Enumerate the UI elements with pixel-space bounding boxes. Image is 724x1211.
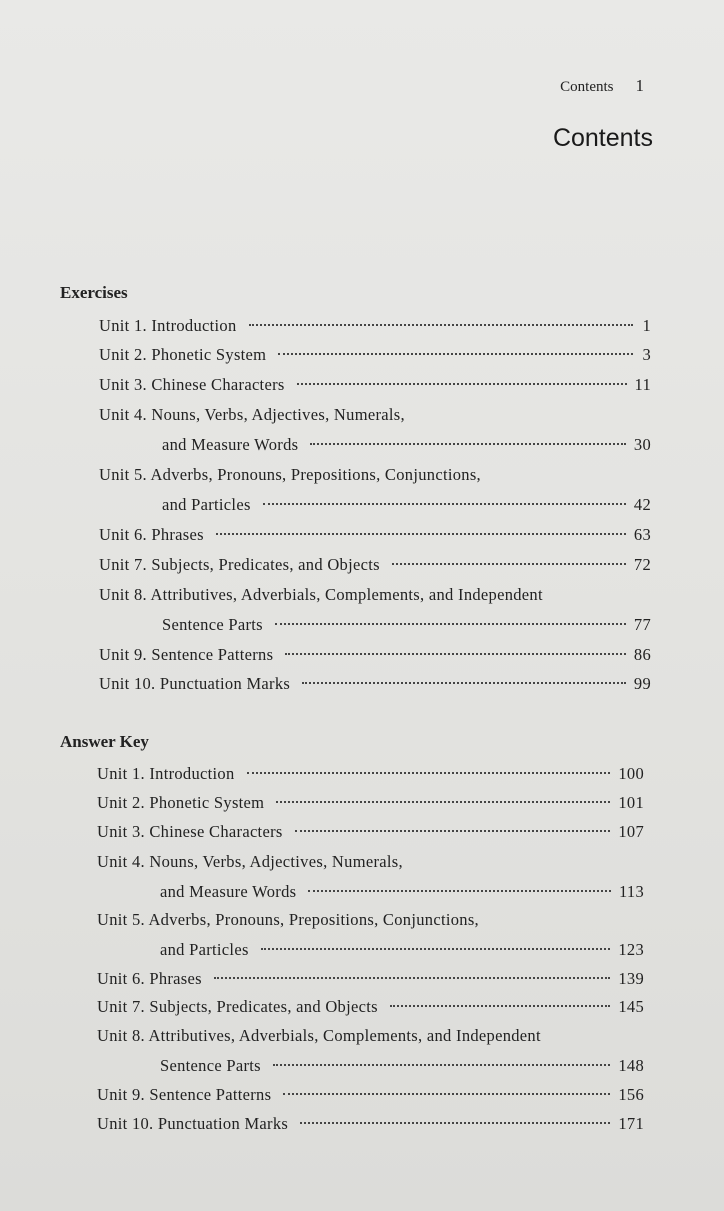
toc-entry-label: Sentence Parts bbox=[162, 615, 263, 634]
toc-entry bbox=[97, 852, 644, 902]
page-title: Contents bbox=[552, 124, 653, 152]
section-heading-exercises: Exercises bbox=[60, 283, 128, 302]
toc-entry bbox=[99, 316, 651, 336]
running-title: Contents bbox=[560, 79, 614, 95]
toc-entry-label: Unit 4. Nouns, Verbs, Adjectives, Numerals, bbox=[97, 852, 403, 871]
page-number: 1 bbox=[635, 76, 644, 95]
toc-entry bbox=[97, 969, 644, 989]
dot-leader bbox=[214, 976, 610, 979]
dot-leader bbox=[278, 352, 633, 355]
dot-leader bbox=[285, 652, 626, 655]
dot-leader bbox=[275, 622, 626, 625]
toc-entry-label: Unit 2. Phonetic System bbox=[99, 345, 267, 364]
toc-page-number: 63 bbox=[633, 525, 651, 544]
toc-entry bbox=[99, 525, 651, 545]
toc-entry bbox=[97, 764, 644, 784]
toc-page-number: 100 bbox=[618, 764, 644, 783]
dot-leader bbox=[300, 1121, 610, 1124]
section-heading-answer-key: Answer Key bbox=[60, 732, 149, 751]
toc-entry bbox=[97, 910, 644, 960]
toc-page-number: 113 bbox=[618, 882, 644, 901]
toc-entry-label: Unit 3. Chinese Characters bbox=[97, 822, 283, 841]
toc-entry bbox=[97, 997, 644, 1017]
dot-leader bbox=[283, 1092, 610, 1095]
dot-leader bbox=[273, 1063, 610, 1066]
dot-leader bbox=[302, 681, 626, 684]
toc-entry bbox=[99, 674, 651, 694]
toc-entry-label: Unit 9. Sentence Patterns bbox=[99, 645, 274, 664]
dot-leader bbox=[247, 771, 611, 774]
toc-page-number: 107 bbox=[618, 822, 644, 841]
toc-entry-label: Unit 1. Introduction bbox=[97, 764, 235, 783]
toc-entry bbox=[99, 375, 651, 395]
toc-entry bbox=[97, 793, 644, 813]
toc-entry-label: and Measure Words bbox=[160, 882, 297, 901]
toc-entry bbox=[99, 645, 651, 665]
toc-page-number: 77 bbox=[633, 615, 651, 634]
toc-page-number: 156 bbox=[618, 1085, 644, 1104]
toc-entry bbox=[97, 1114, 644, 1134]
toc-page-number: 145 bbox=[618, 997, 644, 1016]
dot-leader bbox=[295, 829, 611, 832]
toc-page-number: 42 bbox=[633, 495, 651, 514]
toc-page-number: 101 bbox=[618, 793, 644, 812]
toc-entry-label: Sentence Parts bbox=[160, 1056, 261, 1075]
toc-entry-label: Unit 3. Chinese Characters bbox=[99, 375, 285, 394]
toc-entry-label: Unit 8. Attributives, Adverbials, Complements, and Independent bbox=[99, 585, 543, 604]
dot-leader bbox=[390, 1004, 611, 1007]
toc-page-number: 1 bbox=[642, 316, 651, 335]
toc-entry bbox=[99, 555, 651, 575]
toc-entry bbox=[99, 345, 651, 365]
toc-entry-label: Unit 4. Nouns, Verbs, Adjectives, Numerals, bbox=[99, 405, 405, 424]
dot-leader bbox=[310, 442, 626, 445]
toc-page-number: 30 bbox=[633, 435, 651, 454]
running-head bbox=[560, 76, 644, 96]
toc-entry-label: Unit 6. Phrases bbox=[97, 969, 202, 988]
toc-page-number: 123 bbox=[618, 940, 644, 959]
toc-page-number: 171 bbox=[618, 1114, 644, 1133]
toc-entry-label: Unit 5. Adverbs, Pronouns, Prepositions, Conjunctions, bbox=[99, 465, 481, 484]
dot-leader bbox=[261, 947, 611, 950]
dot-leader bbox=[216, 532, 626, 535]
toc-entry-label: Unit 5. Adverbs, Pronouns, Prepositions, Conjunctions, bbox=[97, 910, 479, 929]
toc-entry bbox=[97, 822, 644, 842]
toc-entry bbox=[99, 405, 651, 455]
toc-entry-label: and Particles bbox=[162, 495, 251, 514]
toc-entry-label: Unit 2. Phonetic System bbox=[97, 793, 265, 812]
toc-entry-label: Unit 9. Sentence Patterns bbox=[97, 1085, 272, 1104]
toc-entry bbox=[99, 465, 651, 515]
toc-page-number: 148 bbox=[618, 1056, 644, 1075]
toc-entry-label: Unit 6. Phrases bbox=[99, 525, 204, 544]
toc-entry-label: Unit 8. Attributives, Adverbials, Complements, and Independent bbox=[97, 1026, 541, 1045]
toc-page-number: 11 bbox=[634, 375, 651, 394]
dot-leader bbox=[297, 382, 627, 385]
toc-entry bbox=[99, 585, 651, 635]
toc-page-number: 86 bbox=[633, 645, 651, 664]
toc-entry-label: Unit 1. Introduction bbox=[99, 316, 237, 335]
toc-page-number: 139 bbox=[618, 969, 644, 988]
dot-leader bbox=[392, 562, 626, 565]
toc-entry-label: Unit 7. Subjects, Predicates, and Objects bbox=[99, 555, 380, 574]
toc-page-number: 99 bbox=[633, 674, 651, 693]
dot-leader bbox=[308, 889, 611, 892]
dot-leader bbox=[276, 800, 610, 803]
toc-entry-label: Unit 10. Punctuation Marks bbox=[99, 674, 291, 693]
toc-entry-label: Unit 10. Punctuation Marks bbox=[97, 1114, 289, 1133]
toc-page-number: 3 bbox=[642, 345, 651, 364]
toc-entry bbox=[97, 1026, 644, 1076]
toc-entry-label: and Particles bbox=[160, 940, 249, 959]
toc-entry-label: Unit 7. Subjects, Predicates, and Objects bbox=[97, 997, 378, 1016]
toc-page-number: 72 bbox=[633, 555, 651, 574]
toc-entry-label: and Measure Words bbox=[162, 435, 299, 454]
toc-entry bbox=[97, 1085, 644, 1105]
dot-leader bbox=[249, 323, 633, 326]
dot-leader bbox=[263, 502, 626, 505]
